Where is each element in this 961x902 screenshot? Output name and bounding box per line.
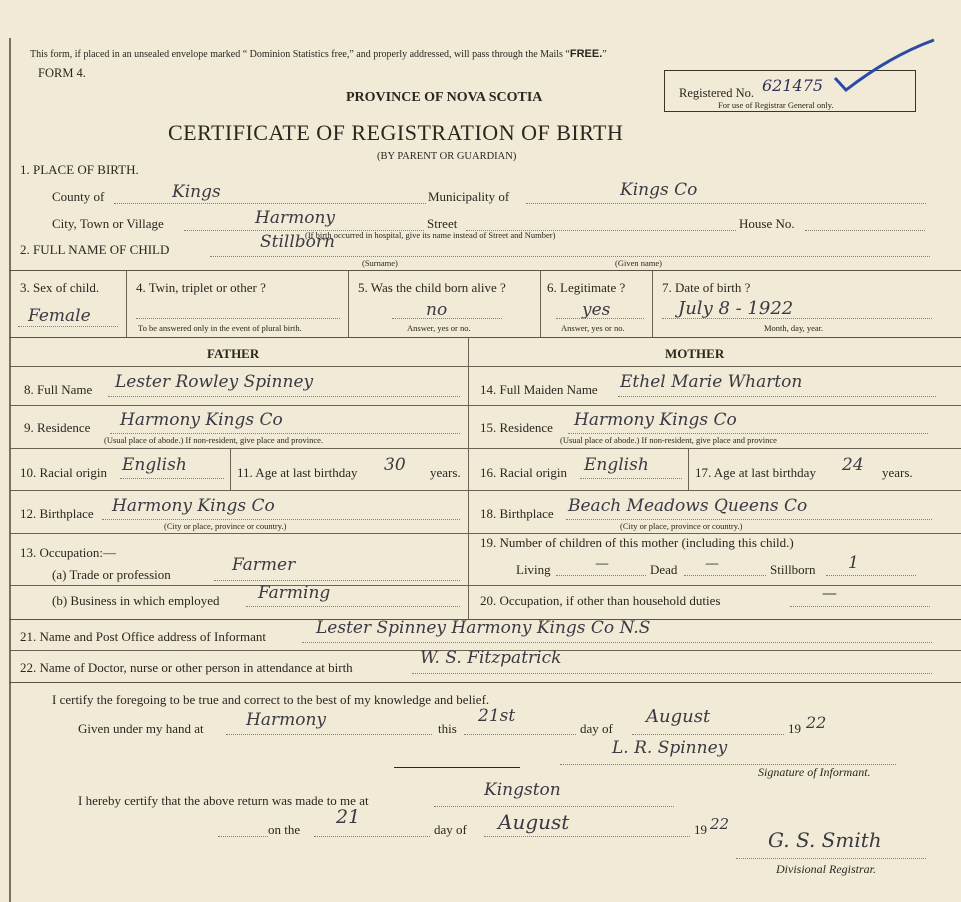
page-title: CERTIFICATE OF REGISTRATION OF BIRTH (168, 120, 624, 145)
father-name-label: 8. Full Name (24, 382, 93, 397)
dead-value: — (705, 556, 719, 572)
occupation-label: 13. Occupation:— (20, 545, 117, 560)
doctor-label: 22. Name of Doctor, nurse or other person in attendance at birth (20, 660, 353, 675)
certify-statement: I certify the foregoing to be true and correct to the best of my knowledge and belief. (52, 692, 490, 707)
given-name-caption: (Given name) (615, 258, 662, 268)
sex-label: 3. Sex of child. (20, 280, 100, 295)
mother-occupation-label: 20. Occupation, if other than household duties (480, 593, 721, 608)
month-value: August (646, 706, 711, 727)
legitimate-label: 6. Legitimate ? (547, 280, 626, 295)
legitimate-caption: Answer, yes or no. (561, 323, 625, 333)
mother-racial-label: 16. Racial origin (480, 465, 568, 480)
mother-birthplace-label: 18. Birthplace (480, 506, 554, 521)
hospital-note: (If birth occurred in hospital, give its name instead of Street and Number) (305, 230, 556, 240)
dob-label: 7. Date of birth ? (662, 280, 751, 295)
mother-residence-value: Harmony Kings Co (574, 410, 737, 430)
dead-label: Dead (650, 562, 678, 577)
day-value: 21st (478, 706, 516, 726)
mother-heading: MOTHER (665, 346, 725, 361)
form-number: FORM 4. (38, 66, 86, 80)
city-value: Harmony (255, 208, 335, 228)
mother-age-label: 17. Age at last birthday (695, 465, 816, 480)
mother-residence-caption: (Usual place of abode.) If non-resident, give place and province (560, 435, 777, 445)
father-age-label: 11. Age at last birthday (237, 465, 358, 480)
registrar-day-value: 21 (336, 806, 361, 828)
father-name-value: Lester Rowley Spinney (115, 372, 314, 392)
father-age-unit: years. (430, 465, 461, 480)
year-value: 22 (806, 713, 827, 732)
father-residence-label: 9. Residence (24, 420, 91, 435)
father-birthplace-value: Harmony Kings Co (112, 496, 275, 516)
trade-value: Farmer (232, 555, 296, 575)
day-of-label: day of (580, 721, 613, 736)
business-label: (b) Business in which employed (52, 593, 220, 608)
doctor-value: W. S. Fitzpatrick (420, 648, 562, 668)
registrar-month-value: August (498, 810, 570, 834)
children-count-label: 19. Number of children of this mother (including this child.) (480, 535, 794, 550)
informant-signature-caption: Signature of Informant. (758, 765, 871, 779)
page-subtitle: (BY PARENT OR GUARDIAN) (377, 151, 517, 162)
place-heading: 1. PLACE OF BIRTH. (20, 162, 139, 177)
father-birthplace-caption: (City or place, province or country.) (164, 521, 287, 531)
registrar-statement: I hereby certify that the above return was made to me at (78, 793, 369, 808)
child-surname-value: Stillborn (260, 232, 335, 252)
mother-age-value: 24 (842, 455, 864, 475)
this-label: this (438, 721, 457, 736)
dob-value: July 8 - 1922 (678, 298, 794, 319)
mail-note: This form, if placed in an unsealed envelope marked “ Dominion Statistics free,” and properly addressed, will pass through the Mails “FREE.” (30, 48, 607, 60)
registrar-caption: Divisional Registrar. (776, 862, 877, 876)
county-value: Kings (172, 182, 221, 202)
alive-value: no (426, 300, 448, 320)
stillborn-label: Stillborn (770, 562, 816, 577)
registrar-year-prefix: 19 (694, 822, 707, 837)
municipality-label: Municipality of (428, 189, 510, 204)
given-place-value: Harmony (246, 710, 326, 730)
registrar-year-value: 22 (710, 815, 730, 833)
registrar-place-value: Kingston (484, 780, 561, 800)
informant-signature: L. R. Spinney (612, 738, 728, 758)
surname-caption: (Surname) (362, 258, 398, 268)
mother-birthplace-caption: (City or place, province or country.) (620, 521, 743, 531)
business-value: Farming (258, 583, 331, 603)
living-label: Living (516, 562, 551, 577)
mother-birthplace-value: Beach Meadows Queens Co (568, 496, 808, 516)
father-heading: FATHER (207, 346, 260, 361)
given-under-label: Given under my hand at (78, 721, 204, 736)
trade-label: (a) Trade or profession (52, 567, 171, 582)
registrar-only-note: For use of Registrar General only. (718, 100, 834, 110)
legitimate-value: yes (582, 300, 611, 320)
mother-age-unit: years. (882, 465, 913, 480)
county-label: County of (52, 189, 105, 204)
father-residence-value: Harmony Kings Co (120, 410, 283, 430)
mother-name-value: Ethel Marie Wharton (620, 372, 803, 392)
year-prefix: 19 (788, 721, 801, 736)
on-the-label: on the (268, 822, 301, 837)
left-margin-rule (9, 38, 11, 902)
registered-label: Registered No. (679, 86, 754, 100)
mother-residence-label: 15. Residence (480, 420, 553, 435)
informant-label: 21. Name and Post Office address of Informant (20, 629, 266, 644)
house-label: House No. (739, 216, 795, 231)
living-value: — (595, 556, 609, 572)
check-mark-icon (830, 36, 940, 96)
mother-racial-value: English (584, 455, 649, 475)
city-label: City, Town or Village (52, 216, 164, 231)
father-age-value: 30 (384, 455, 406, 475)
municipality-value: Kings Co (620, 180, 698, 200)
alive-label: 5. Was the child born alive ? (358, 280, 506, 295)
mother-occupation-value: — (822, 584, 837, 602)
stillborn-value: 1 (848, 553, 859, 573)
twin-note: To be answered only in the event of plural birth. (138, 323, 302, 333)
dob-caption: Month, day, year. (764, 323, 824, 333)
registrar-signature: G. S. Smith (768, 828, 882, 852)
sex-value: Female (28, 306, 91, 326)
mother-name-label: 14. Full Maiden Name (480, 382, 598, 397)
father-birthplace-label: 12. Birthplace (20, 506, 94, 521)
child-name-label: 2. FULL NAME OF CHILD (20, 242, 170, 257)
father-racial-value: English (122, 455, 187, 475)
twin-label: 4. Twin, triplet or other ? (136, 280, 266, 295)
province-heading: PROVINCE OF NOVA SCOTIA (346, 90, 543, 105)
alive-caption: Answer, yes or no. (407, 323, 471, 333)
father-residence-caption: (Usual place of abode.) If non-resident, give place and province. (104, 435, 324, 445)
registrar-day-of-label: day of (434, 822, 467, 837)
informant-value: Lester Spinney Harmony Kings Co N.S (316, 618, 651, 638)
registered-number: 621475 (762, 76, 824, 95)
father-racial-label: 10. Racial origin (20, 465, 108, 480)
street-label: Street (427, 216, 458, 231)
